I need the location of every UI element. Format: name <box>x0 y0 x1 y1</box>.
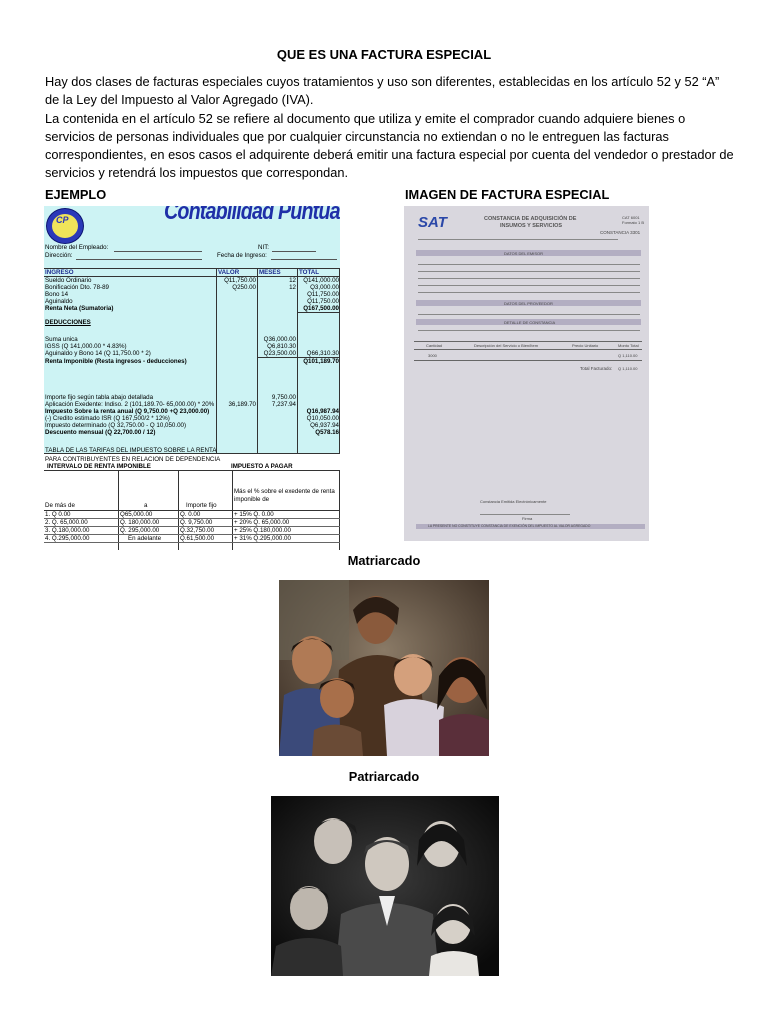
tariff-cell: En adelante <box>128 535 162 542</box>
invoice-image-label: IMAGEN DE FACTURA ESPECIAL <box>405 187 610 202</box>
tax-concept: (-) Credito estimado ISR (Q 167,500/2 * 12%) <box>45 415 170 422</box>
inv-footer-signature: Firma <box>522 516 533 521</box>
caption-matriarcado: Matriarcado <box>347 553 421 568</box>
renta-imponible-label: Renta Imponible (Resta ingresos - deducciones) <box>45 358 187 365</box>
paragraph-1: Hay dos clases de facturas especiales cuyos tratamientos y uso son diferentes, establecidas en los artículo 52 y 52 “A” de la Ley del Impuesto al Valor Agregado (IVA). <box>45 74 720 108</box>
payroll-example-sheet <box>44 206 340 553</box>
tax-concept: Aplicación Exedente: Indiso. 2 (101,189.70- 65,000.00) * 20% <box>45 401 215 408</box>
income-total: Q11,750.00 <box>307 298 339 305</box>
tax-base: 36,189.70 <box>228 401 256 408</box>
matriarcado-photo <box>279 580 489 756</box>
income-concept: Bono 14 <box>45 291 69 298</box>
sat-logo: SAT <box>418 214 447 231</box>
deduction-total: Q66,310.30 <box>306 350 339 357</box>
invoice-form-type: Formato 1 B <box>622 220 645 225</box>
inv-item-qty: 3000 <box>428 353 437 358</box>
address-label: Dirección: <box>45 252 73 259</box>
income-total: Q11,750.00 <box>307 291 339 298</box>
income-months: 12 <box>289 277 296 284</box>
deduction-concept: Aguinaldo y Bono 14 (Q 11,750.00 * 2) <box>45 350 151 357</box>
tax-amount: 7,237.94 <box>271 401 296 408</box>
tariff-col-percent: Más el % sobre el exedente de renta imponible de <box>234 488 335 503</box>
tax-amount: 9,750.00 <box>271 394 296 401</box>
inv-col-total: Monto Total <box>618 343 639 348</box>
tariff-title-1: TABLA DE LAS TARIFAS DEL IMPUESTO SOBRE LA RENTA <box>45 447 217 454</box>
invoice-title-2: INSUMOS Y SERVICIOS <box>500 223 563 229</box>
deduction-amount: Q23,500.00 <box>263 350 296 357</box>
contabilidad-puntual-logo: CP <box>46 208 84 244</box>
tax-total: Q578.16 <box>315 429 339 436</box>
deduction-amount: Q36,000.00 <box>263 336 296 343</box>
body-text <box>45 73 735 183</box>
renta-neta-total: Q167,500.00 <box>303 305 339 312</box>
tax-total: Q6,937.94 <box>310 422 339 429</box>
tax-concept: Descuento mensual (Q 22,700.00 / 12) <box>45 429 156 436</box>
col-ingreso: INGRESO <box>45 269 74 276</box>
deducciones-heading: DEDUCCIONES <box>45 319 91 326</box>
tariff-cell: + 25% Q.180,000.00 <box>234 527 291 534</box>
tax-concept: Impuesto Sobre la renta anual (Q 9,750.00 +Q 23,000.00) <box>45 408 210 415</box>
nit-label: NIT: <box>258 244 269 251</box>
paragraph-2: La contenida en el artículo 52 se refiere al documento que utiliza y emite el comprador cuando adquiere bienes o servicios de personas individuales que por cualquier circunstancia no extiendan o no le entreguen las facturas correspondientes, en esos casos el adquirente deberá emitir una factura especial por cuenta del vendedor o prestador de servicios y retendrá los impuestos que correspondan. <box>45 110 734 181</box>
income-value: Q250.00 <box>232 284 256 291</box>
income-total: Q141,000.00 <box>303 277 339 284</box>
tariff-col-from: De más de <box>45 502 75 509</box>
tariff-cell: Q65,000.00 <box>120 511 153 518</box>
inv-footer-band: LA PRESENTE NO CONSTITUYE CONSTANCIA DE EXENCIÓN DEL IMPUESTO AL VALOR AGREGADO <box>428 524 591 528</box>
tariff-cell: + 20% Q. 65,000.00 <box>234 519 290 526</box>
tariff-cell: + 31% Q.295,000.00 <box>234 535 291 542</box>
income-total: Q3,000.00 <box>310 284 339 291</box>
brand-name <box>164 208 340 215</box>
inv-footer-electronic: Constancia Emitida Electrónicamente <box>480 499 547 504</box>
section-proveedor: DATOS DEL PROVEEDOR <box>504 301 553 306</box>
inv-item-total: Q 1,110.00 <box>618 353 638 358</box>
inv-total-label: Total Facturado: <box>580 366 613 371</box>
income-concept: Sueldo Ordinario <box>45 277 92 284</box>
section-emisor: DATOS DEL EMISOR <box>504 251 544 256</box>
inv-col-desc: Descripción del Servicio o Bien/Item <box>474 343 539 348</box>
hire-date-label: Fecha de Ingreso: <box>217 252 267 259</box>
inv-col-unit: Precio Unitario <box>572 343 599 348</box>
inv-total-value: Q 1,110.00 <box>618 366 638 371</box>
example-label: EJEMPLO <box>45 187 107 202</box>
deduction-concept: Suma unica <box>45 336 78 343</box>
tax-total: Q16,987.94 <box>306 408 339 415</box>
tariff-cell: Q.32,750.00 <box>180 527 215 534</box>
tax-total: Q10,050.00 <box>306 415 339 422</box>
tariff-cell: Q. 180,000.00 <box>120 519 160 526</box>
tariff-title-2: PARA CONTRIBUYENTES EN RELACION DE DEPENDENCIA <box>45 456 221 463</box>
tax-concept: Importe fijo según tabla abajo detallada <box>45 394 154 401</box>
tariff-cell: Q. 295,000.00 <box>120 527 160 534</box>
deduction-amount: Q6,810.30 <box>267 343 296 350</box>
tariff-cell: Q.61,500.00 <box>180 535 215 542</box>
patriarcado-photo <box>271 796 499 976</box>
employee-name-label: Nombre del Empleado: <box>45 244 109 251</box>
income-concept: Aguinaldo <box>45 298 73 305</box>
tariff-head-tax: IMPUESTO A PAGAR <box>231 463 293 470</box>
income-value: Q11,750.00 <box>224 277 256 284</box>
invoice-title-1: CONSTANCIA DE ADQUISICIÓN DE <box>484 216 577 222</box>
tariff-cell: 1. Q 0.00 <box>45 511 71 518</box>
renta-neta-label: Renta Neta (Sumatoria) <box>45 305 114 312</box>
tariff-cell: + 15% Q. 0.00 <box>234 511 274 518</box>
tax-concept: Impuesto determinado (Q 32,750.00 - Q 10,050.00) <box>45 422 187 429</box>
caption-patriarcado: Patriarcado <box>348 769 420 784</box>
col-total: TOTAL <box>299 269 320 276</box>
tariff-col-fixed: Importe fijo <box>186 502 217 509</box>
tariff-cell: 2. Q. 65,000.00 <box>45 519 88 526</box>
renta-imponible-total: Q101,189.70 <box>303 358 339 365</box>
deduction-concept: IGSS (Q 141,000.00 * 4.83%) <box>45 343 127 350</box>
income-concept: Bonificación Dto. 78-89 <box>45 284 109 291</box>
tariff-col-to: a <box>144 502 148 509</box>
tariff-cell: Q. 0.00 <box>180 511 201 518</box>
invoice-form-code: CAT 6001 <box>622 215 640 220</box>
tariff-cell: 3. Q.180,000.00 <box>45 527 90 534</box>
inv-col-qty: Cantidad <box>426 343 443 348</box>
section-detalle: DETALLE DE CONSTANCIA <box>504 320 556 325</box>
invoice-number: CONSTANCIA 3301 <box>600 230 641 235</box>
special-invoice-image <box>404 206 649 541</box>
col-valor: VALOR <box>218 269 240 276</box>
page-title: QUE ES UNA FACTURA ESPECIAL <box>276 47 492 62</box>
income-months: 12 <box>289 284 296 291</box>
tariff-head-interval: INTERVALO DE RENTA IMPONIBLE <box>47 463 151 470</box>
tariff-cell: 4. Q.295,000.00 <box>45 535 90 542</box>
col-meses: MESES <box>259 269 281 276</box>
tariff-cell: Q. 9,750.00 <box>180 519 213 526</box>
